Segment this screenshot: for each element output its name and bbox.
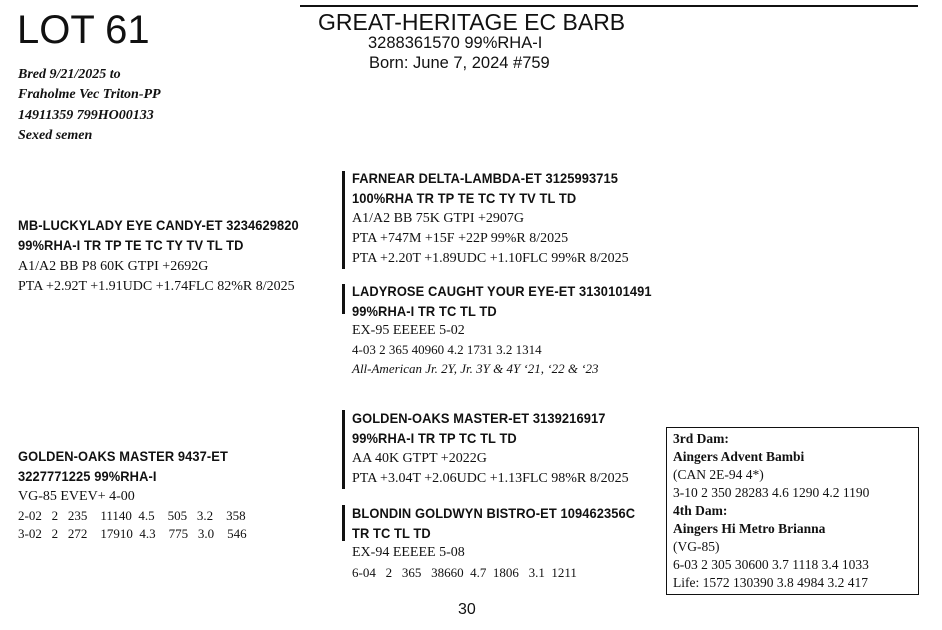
sire-pta: PTA +2.92T +1.91UDC +1.74FLC 82%R 8/2025 <box>18 279 295 294</box>
bred-line-4: Sexed semen <box>18 128 93 143</box>
sire-dam-record: 4-03 2 365 40960 4.2 1731 3.2 1314 <box>352 342 542 357</box>
dam-registration: 3227771225 99%RHA-I <box>18 468 157 484</box>
bred-line-2: Fraholme Vec Triton-PP <box>18 87 161 102</box>
dam-classification: VG-85 EVEV+ 4-00 <box>18 489 135 504</box>
dam-record: 3-02 2 272 17910 4.3 775 3.0 546 <box>18 526 247 541</box>
registration: 3288361570 99%RHA-I <box>368 34 543 52</box>
sire-sire-codes: 100%RHA TR TP TE TC TY TV TL TD <box>352 190 577 206</box>
sire-dam-honor: All-American Jr. 2Y, Jr. 3Y & 4Y ‘21, ‘22 & ‘23 <box>352 361 599 376</box>
dam-dam-record: 6-04 2 365 38660 4.7 1806 3.1 1211 <box>352 565 577 580</box>
dam-record: 2-02 2 235 11140 4.5 505 3.2 358 <box>18 508 246 523</box>
dam-sire-name: GOLDEN-OAKS MASTER-ET 3139216917 <box>352 410 606 426</box>
fourth-dam-lifetime: Life: 1572 130390 3.8 4984 3.2 417 <box>673 575 868 590</box>
dam-sire-genomics: AA 40K GTPT +2022G <box>352 451 487 466</box>
sire-dam-classification: EX-95 EEEEE 5-02 <box>352 323 465 338</box>
lot-number: LOT 61 <box>17 8 150 52</box>
sire-codes: 99%RHA-I TR TP TE TC TY TV TL TD <box>18 237 244 253</box>
dam-sire-pta: PTA +3.04T +2.06UDC +1.13FLC 98%R 8/2025 <box>352 471 629 486</box>
dam-sire-bar <box>342 410 345 489</box>
third-dam-label: 3rd Dam: <box>673 431 729 446</box>
dam-dam-codes: TR TC TL TD <box>352 525 431 541</box>
third-dam-record: 3-10 2 350 28283 4.6 1290 4.2 1190 <box>673 485 870 500</box>
fourth-dam-name: Aingers Hi Metro Brianna <box>673 521 826 536</box>
sire-sire-bar <box>342 171 345 269</box>
sire-genomics: A1/A2 BB P8 60K GTPI +2692G <box>18 259 209 274</box>
sire-name: MB-LUCKYLADY EYE CANDY-ET 3234629820 <box>18 217 299 233</box>
third-dam-name: Aingers Advent Bambi <box>673 449 805 464</box>
sire-sire-name: FARNEAR DELTA-LAMBDA-ET 3125993715 <box>352 170 619 186</box>
third-dam-class: (CAN 2E-94 4*) <box>673 467 764 482</box>
fourth-dam-label: 4th Dam: <box>673 503 728 518</box>
sire-dam-bar <box>342 284 345 314</box>
birth-date: Born: June 7, 2024 #759 <box>369 54 550 72</box>
dam-dam-bar <box>342 505 345 541</box>
page-number: 30 <box>458 601 476 618</box>
sire-sire-pta: PTA +747M +15F +22P 99%R 8/2025 <box>352 231 569 246</box>
dam-name: GOLDEN-OAKS MASTER 9437-ET <box>18 448 228 464</box>
bred-line-1: Bred 9/21/2025 to <box>18 67 121 82</box>
dam-dam-classification: EX-94 EEEEE 5-08 <box>352 545 465 560</box>
dam-dam-name: BLONDIN GOLDWYN BISTRO-ET 109462356C <box>352 505 636 521</box>
fourth-dam-record: 6-03 2 305 30600 3.7 1118 3.4 1033 <box>673 557 869 572</box>
sire-sire-genomics: A1/A2 BB 75K GTPI +2907G <box>352 211 525 226</box>
sire-dam-name: LADYROSE CAUGHT YOUR EYE-ET 3130101491 <box>352 283 652 299</box>
header-rule <box>300 5 918 7</box>
sire-sire-pta-type: PTA +2.20T +1.89UDC +1.10FLC 99%R 8/2025 <box>352 251 629 266</box>
dam-sire-codes: 99%RHA-I TR TP TC TL TD <box>352 430 517 446</box>
sire-dam-codes: 99%RHA-I TR TC TL TD <box>352 303 497 319</box>
bred-line-3: 14911359 799HO00133 <box>18 108 154 123</box>
animal-name: GREAT-HERITAGE EC BARB <box>318 9 626 35</box>
fourth-dam-class: (VG-85) <box>673 539 720 554</box>
